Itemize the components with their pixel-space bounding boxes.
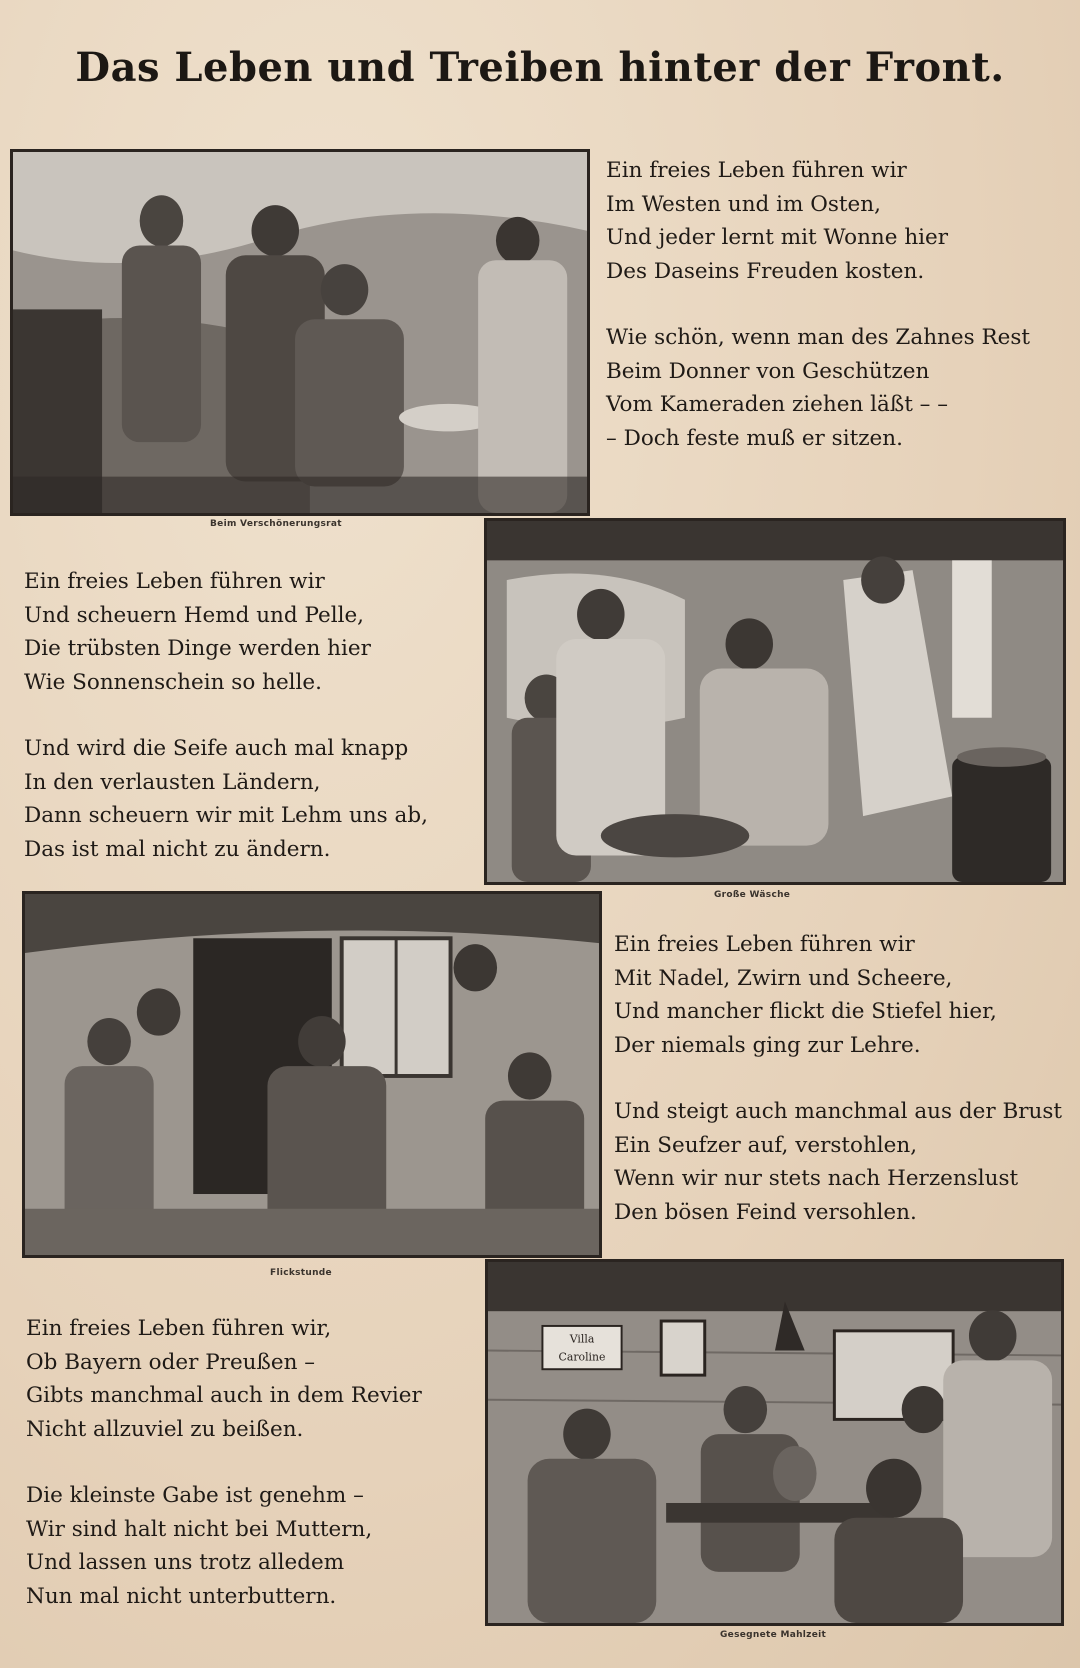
caption-laundry: Große Wäsche [714,890,791,900]
illustration-meal [485,1259,1064,1626]
stanza [614,928,1062,1062]
verse-line: Beim Donner von Geschützen [606,358,930,384]
verse-line: Wie schön, wenn man des Zahnes Rest [606,325,1031,350]
verse-line: Mit Nadel, Zwirn und Scheere, [614,965,953,991]
stanza [614,1095,1062,1229]
verse-line: Ein freies Leben führen wir [606,158,907,183]
verse-laundry [24,565,428,899]
illustration-laundry [484,518,1066,885]
sign-text: Caroline [558,1350,606,1364]
verse-line: Und steigt auch manchmal aus der Brust [614,1099,1063,1124]
verse-line: Und wird die Seife auch mal knapp [24,736,409,761]
stanza [606,154,1030,288]
stanza [606,321,1030,455]
verse-line: Wir sind halt nicht bei Muttern, [26,1516,373,1542]
verse-line: Des Daseins Freuden kosten. [606,258,925,284]
stanza [26,1479,422,1613]
verse-line: Und scheuern Hemd und Pelle, [24,602,365,628]
verse-line: Nicht allzuviel zu beißen. [26,1416,304,1442]
verse-line: Ein freies Leben führen wir, [26,1316,332,1341]
verse-line: Die trübsten Dinge werden hier [24,636,371,661]
verse-mending [614,928,1062,1262]
verse-line: Und jeder lernt mit Wonne hier [606,225,949,250]
stanza [24,732,428,866]
verse-meal [26,1312,422,1646]
verse-line: Im Westen und im Osten, [606,191,881,217]
sign-text: Villa [569,1332,595,1346]
verse-line: Ein freies Leben führen wir [24,569,325,594]
verse-line: Das ist mal nicht zu ändern. [24,836,331,862]
verse-line: Und mancher flickt die Stiefel hier, [614,999,997,1024]
caption-meal: Gesegnete Mahlzeit [720,1630,827,1640]
verse-line: Nun mal nicht unterbuttern. [26,1583,337,1609]
verse-line: Ob Bayern oder Preußen – [26,1349,316,1375]
verse-line: Gibts manchmal auch in dem Revier [26,1383,422,1408]
verse-line: – Doch feste muß er sitzen. [606,425,903,451]
stanza [26,1312,422,1446]
page-title: Das Leben und Treiben hinter der Front. [75,44,1005,91]
verse-line: Dann scheuern wir mit Lehm uns ab, [24,803,428,828]
caption-shaving: Beim Verschönerungsrat [210,519,342,529]
caption-mending: Flickstunde [270,1268,332,1278]
verse-line: In den verlausten Ländern, [24,769,321,795]
verse-line: Der niemals ging zur Lehre. [614,1032,921,1058]
verse-line: Vom Kameraden ziehen läßt – – [606,392,949,417]
verse-line: Den bösen Feind versohlen. [614,1199,917,1225]
verse-line: Ein Seufzer auf, verstohlen, [614,1132,918,1158]
verse-shaving [606,154,1030,488]
verse-line: Die kleinste Gabe ist genehm – [26,1483,364,1508]
illustration-mending [22,891,602,1258]
verse-line: Und lassen uns trotz alledem [26,1550,345,1575]
verse-line: Ein freies Leben führen wir [614,932,915,957]
verse-line: Wie Sonnenschein so helle. [24,669,322,695]
verse-line: Wenn wir nur stets nach Herzenslust [614,1166,1019,1191]
stanza [24,565,428,699]
illustration-shaving [10,149,590,516]
